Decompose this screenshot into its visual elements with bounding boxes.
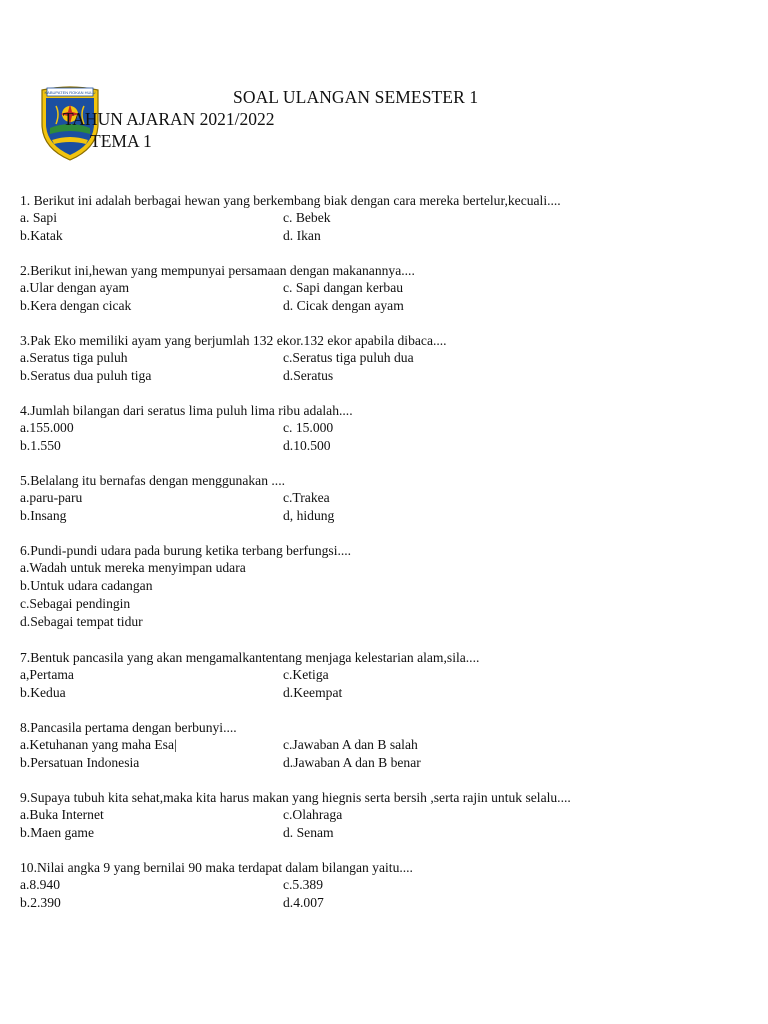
option-c: c.Ketiga bbox=[283, 667, 329, 682]
option-c: c.Sebagai pendingin bbox=[20, 596, 131, 611]
question-text: 7.Bentuk pancasila yang akan mengamalkantentang menjaga kelestarian alam,sila.... bbox=[20, 650, 480, 665]
question-text: 6.Pundi-pundi udara pada burung ketika terbang berfungsi.... bbox=[20, 543, 352, 558]
option-a: a.paru-paru bbox=[20, 490, 83, 505]
option-d: d, hidung bbox=[283, 507, 335, 523]
option-a: a.Wadah untuk mereka menyimpan udara bbox=[20, 560, 246, 575]
option-d: d.10.500 bbox=[283, 437, 331, 453]
document-title: SOAL ULANGAN SEMESTER 1 bbox=[233, 87, 479, 107]
answer-options bbox=[20, 419, 760, 454]
option-b: b.Persatuan Indonesia bbox=[20, 754, 140, 770]
option-d: d.Sebagai tempat tidur bbox=[20, 614, 143, 629]
question-text: 10.Nilai angka 9 yang bernilai 90 maka terdapat dalam bilangan yaitu.... bbox=[20, 860, 413, 875]
answer-options bbox=[20, 559, 760, 631]
option-a: a.8.940 bbox=[20, 877, 61, 892]
question-list bbox=[20, 192, 760, 929]
option-d: d.Seratus bbox=[283, 367, 334, 383]
option-d: d. Senam bbox=[283, 824, 334, 840]
option-c: c. Bebek bbox=[283, 210, 331, 225]
option-a: a.Ular dengan ayam bbox=[20, 280, 130, 295]
emblem-text: KABUPATEN ROKAN HULU bbox=[44, 90, 96, 95]
option-b: b.Insang bbox=[20, 507, 67, 523]
answer-options bbox=[20, 209, 760, 244]
option-c: c.Trakea bbox=[283, 490, 330, 505]
option-d: d.4.007 bbox=[283, 894, 324, 910]
option-c: c.5.389 bbox=[283, 877, 324, 892]
question-text: 9.Supaya tubuh kita sehat,maka kita harus makan yang hiegnis serta bersih ,serta rajin untuk selalu.... bbox=[20, 790, 571, 805]
option-a: a. Sapi bbox=[20, 210, 57, 225]
option-a: a.155.000 bbox=[20, 420, 74, 435]
option-c: c. 15.000 bbox=[283, 420, 334, 435]
question-text: 4.Jumlah bilangan dari seratus lima puluh lima ribu adalah.... bbox=[20, 403, 353, 418]
question-text: 2.Berikut ini,hewan yang mempunyai persamaan dengan makanannya.... bbox=[20, 263, 415, 278]
answer-options bbox=[20, 736, 760, 771]
question-1 bbox=[20, 192, 760, 244]
option-b: b.1.550 bbox=[20, 437, 61, 453]
question-7 bbox=[20, 649, 760, 701]
answer-options bbox=[20, 489, 760, 524]
option-b: b.2.390 bbox=[20, 894, 61, 910]
option-c: c.Seratus tiga puluh dua bbox=[283, 350, 414, 365]
question-10 bbox=[20, 859, 760, 911]
answer-options bbox=[20, 806, 760, 841]
option-a: a.Buka Internet bbox=[20, 807, 104, 822]
theme-label: TEMA 1 bbox=[90, 131, 152, 151]
question-text: 5.Belalang itu bernafas dengan menggunakan .... bbox=[20, 473, 285, 488]
option-d: d. Cicak dengan ayam bbox=[283, 297, 404, 313]
option-b: b.Seratus dua puluh tiga bbox=[20, 367, 152, 383]
option-c: c.Jawaban A dan B salah bbox=[283, 737, 418, 752]
option-b: b.Untuk udara cadangan bbox=[20, 578, 153, 593]
question-8 bbox=[20, 719, 760, 771]
answer-options bbox=[20, 876, 760, 911]
option-a: a.Ketuhanan yang maha Esa| bbox=[20, 737, 177, 752]
answer-options bbox=[20, 349, 760, 384]
option-a: a.Seratus tiga puluh bbox=[20, 350, 128, 365]
option-d: d. Ikan bbox=[283, 227, 321, 243]
school-year: TAHUN AJARAN 2021/2022 bbox=[63, 109, 275, 129]
answer-options bbox=[20, 279, 760, 314]
question-text: 3.Pak Eko memiliki ayam yang berjumlah 132 ekor.132 ekor apabila dibaca.... bbox=[20, 333, 447, 348]
option-a: a,Pertama bbox=[20, 667, 74, 682]
question-9 bbox=[20, 789, 760, 841]
option-b: b.Katak bbox=[20, 227, 63, 243]
question-text: 8.Pancasila pertama dengan berbunyi.... bbox=[20, 720, 237, 735]
question-6 bbox=[20, 542, 760, 631]
option-b: b.Kedua bbox=[20, 684, 66, 700]
option-b: b.Kera dengan cicak bbox=[20, 297, 132, 313]
question-text: 1. Berikut ini adalah berbagai hewan yang berkembang biak dengan cara mereka bertelur,kecuali.... bbox=[20, 193, 561, 208]
question-3 bbox=[20, 332, 760, 384]
option-b: b.Maen game bbox=[20, 824, 94, 840]
option-d: d.Keempat bbox=[283, 684, 343, 700]
answer-options bbox=[20, 666, 760, 701]
option-c: c. Sapi dangan kerbau bbox=[283, 280, 404, 295]
question-5 bbox=[20, 472, 760, 524]
question-4 bbox=[20, 402, 760, 454]
question-2 bbox=[20, 262, 760, 314]
option-c: c.Olahraga bbox=[283, 807, 343, 822]
option-d: d.Jawaban A dan B benar bbox=[283, 754, 421, 770]
